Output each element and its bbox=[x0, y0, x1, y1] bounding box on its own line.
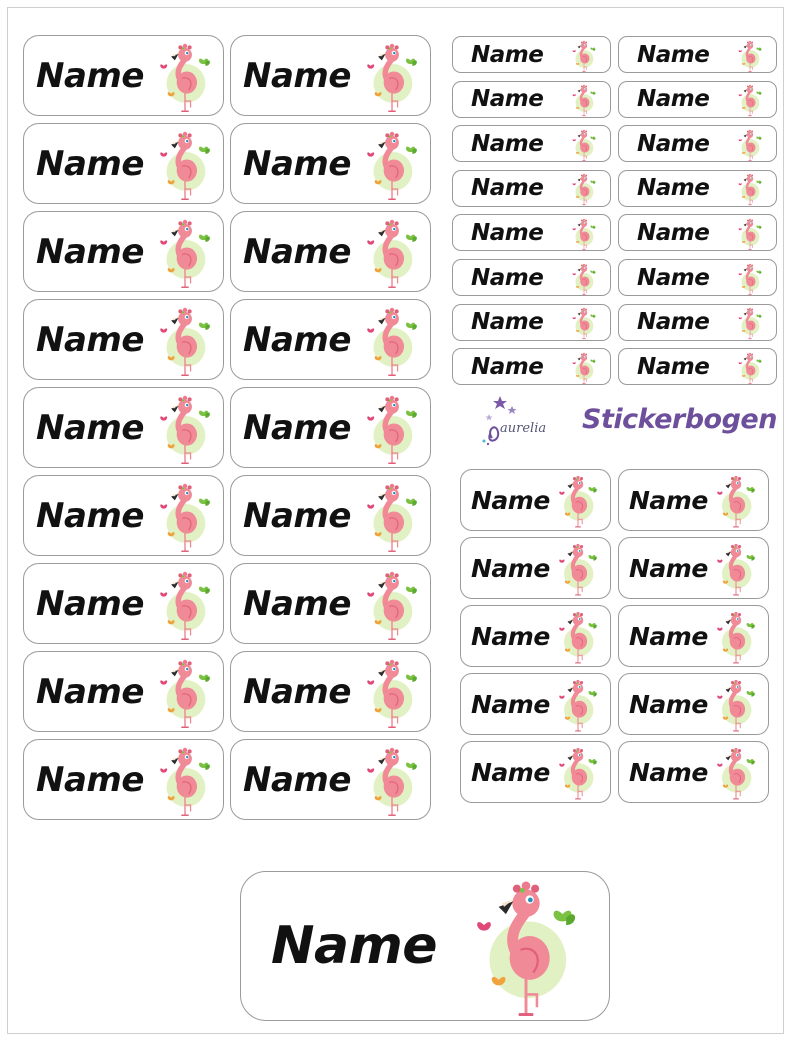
butterfly-icon bbox=[573, 317, 576, 319]
butterfly-icon bbox=[739, 94, 742, 96]
butterfly-icon bbox=[160, 240, 167, 244]
flamingo-icon bbox=[157, 480, 213, 554]
sticker-label bbox=[230, 35, 431, 116]
butterfly-icon bbox=[199, 762, 210, 769]
flamingo-icon bbox=[364, 480, 420, 554]
sticker-label bbox=[618, 304, 777, 341]
star-icon bbox=[493, 396, 507, 409]
flamingo-icon bbox=[714, 745, 758, 801]
label-name-text: Name bbox=[36, 231, 144, 272]
label-name-text: Name bbox=[637, 264, 710, 291]
butterfly-icon bbox=[739, 317, 742, 319]
label-name-text: Name bbox=[36, 319, 144, 360]
flamingo-icon bbox=[556, 473, 600, 529]
butterfly-icon bbox=[717, 695, 722, 698]
label-name-text: Name bbox=[36, 55, 144, 96]
sticker-label bbox=[452, 214, 611, 251]
label-name-text: Name bbox=[471, 757, 550, 787]
sticker-label bbox=[23, 739, 224, 820]
butterfly-icon bbox=[406, 498, 417, 505]
label-name-text: Name bbox=[36, 495, 144, 536]
butterfly-icon bbox=[367, 416, 374, 420]
label-name-text: Name bbox=[471, 621, 550, 651]
flamingo-icon bbox=[570, 39, 598, 73]
label-name-text: Name bbox=[637, 353, 710, 380]
label-name-text: Name bbox=[243, 495, 351, 536]
sticker-label bbox=[240, 871, 610, 1021]
label-name-text: Name bbox=[243, 231, 351, 272]
butterfly-icon bbox=[367, 64, 374, 68]
star-icon bbox=[486, 414, 493, 421]
butterfly-icon bbox=[739, 362, 742, 364]
flamingo-icon bbox=[364, 128, 420, 202]
butterfly-icon bbox=[367, 240, 374, 244]
sticker-label bbox=[618, 259, 777, 296]
label-name-text: Name bbox=[471, 175, 544, 202]
butterfly-icon bbox=[367, 680, 374, 684]
butterfly-icon bbox=[406, 674, 417, 681]
sticker-label bbox=[618, 36, 777, 73]
butterfly-icon bbox=[747, 555, 755, 561]
butterfly-icon bbox=[590, 225, 595, 228]
butterfly-icon bbox=[160, 416, 167, 420]
butterfly-icon bbox=[756, 136, 761, 139]
flamingo-icon bbox=[364, 304, 420, 378]
butterfly-icon bbox=[199, 234, 210, 241]
sticker-label bbox=[452, 125, 611, 162]
sticker-label bbox=[452, 170, 611, 207]
sticker-label bbox=[460, 469, 611, 531]
flamingo-icon bbox=[556, 609, 600, 665]
label-name-text: Name bbox=[637, 309, 710, 336]
flamingo-icon bbox=[736, 39, 764, 73]
label-name-text: Name bbox=[471, 309, 544, 336]
flamingo-icon bbox=[736, 83, 764, 117]
flamingo-icon bbox=[471, 874, 581, 1020]
butterfly-icon bbox=[573, 94, 576, 96]
butterfly-icon bbox=[199, 586, 210, 593]
flamingo-icon bbox=[570, 217, 598, 251]
label-name-text: Name bbox=[243, 407, 351, 448]
sticker-label bbox=[230, 299, 431, 380]
flamingo-icon bbox=[157, 744, 213, 818]
flamingo-icon bbox=[364, 656, 420, 730]
sticker-label bbox=[452, 81, 611, 118]
butterfly-icon bbox=[160, 504, 167, 508]
label-name-text: Name bbox=[637, 41, 710, 68]
butterfly-icon bbox=[199, 58, 210, 65]
butterfly-icon bbox=[717, 763, 722, 766]
butterfly-icon bbox=[589, 555, 597, 561]
flamingo-icon bbox=[570, 306, 598, 340]
butterfly-icon bbox=[589, 623, 597, 629]
butterfly-icon bbox=[756, 315, 761, 318]
flamingo-icon bbox=[570, 128, 598, 162]
butterfly-icon bbox=[573, 228, 576, 230]
flamingo-icon bbox=[364, 568, 420, 642]
butterfly-icon bbox=[199, 410, 210, 417]
butterfly-icon bbox=[559, 627, 564, 630]
sticker-label bbox=[452, 304, 611, 341]
butterfly-icon bbox=[199, 674, 210, 681]
sticker-label bbox=[230, 739, 431, 820]
butterfly-icon bbox=[717, 627, 722, 630]
flamingo-icon bbox=[364, 216, 420, 290]
butterfly-icon bbox=[739, 50, 742, 52]
label-name-text: Name bbox=[36, 143, 144, 184]
label-name-text: Name bbox=[36, 583, 144, 624]
sticker-label bbox=[618, 81, 777, 118]
label-name-text: Name bbox=[629, 485, 708, 515]
butterfly-icon bbox=[367, 152, 374, 156]
butterfly-icon bbox=[739, 228, 742, 230]
butterfly-icon bbox=[559, 491, 564, 494]
flamingo-icon bbox=[157, 40, 213, 114]
flamingo-icon bbox=[570, 351, 598, 385]
butterfly-icon bbox=[367, 592, 374, 596]
butterfly-icon bbox=[367, 328, 374, 332]
label-name-text: Name bbox=[471, 353, 544, 380]
flamingo-icon bbox=[556, 541, 600, 597]
sticker-label bbox=[460, 605, 611, 667]
sticker-label bbox=[230, 563, 431, 644]
flamingo-icon bbox=[714, 473, 758, 529]
label-name-text: Name bbox=[471, 264, 544, 291]
butterfly-icon bbox=[717, 491, 722, 494]
sticker-label bbox=[618, 348, 777, 385]
butterfly-icon bbox=[590, 315, 595, 318]
butterfly-icon bbox=[573, 183, 576, 185]
flamingo-icon bbox=[364, 744, 420, 818]
brand-title: Stickerbogen bbox=[582, 404, 777, 435]
butterfly-icon bbox=[477, 922, 491, 930]
sticker-label bbox=[460, 741, 611, 803]
butterfly-icon bbox=[739, 139, 742, 141]
sticker-label bbox=[230, 387, 431, 468]
butterfly-icon bbox=[199, 322, 210, 329]
flamingo-icon bbox=[157, 656, 213, 730]
butterfly-icon bbox=[406, 146, 417, 153]
sticker-label bbox=[23, 211, 224, 292]
sticker-label bbox=[618, 537, 769, 599]
flamingo-icon bbox=[570, 262, 598, 296]
butterfly-icon bbox=[406, 762, 417, 769]
label-name-text: Name bbox=[471, 553, 550, 583]
sticker-label bbox=[23, 299, 224, 380]
flamingo-icon bbox=[364, 392, 420, 466]
label-name-text: Name bbox=[629, 621, 708, 651]
label-name-text: Name bbox=[243, 55, 351, 96]
flamingo-icon bbox=[157, 128, 213, 202]
label-name-text: Name bbox=[471, 689, 550, 719]
sticker-label bbox=[618, 170, 777, 207]
flamingo-icon bbox=[736, 128, 764, 162]
sticker-label bbox=[618, 741, 769, 803]
butterfly-icon bbox=[160, 680, 167, 684]
butterfly-icon bbox=[590, 359, 595, 362]
label-name-text: Name bbox=[243, 583, 351, 624]
sticker-label bbox=[618, 469, 769, 531]
butterfly-icon bbox=[406, 58, 417, 65]
brand-logo-text: aurelia bbox=[500, 421, 547, 436]
butterfly-icon bbox=[589, 487, 597, 493]
butterfly-icon bbox=[756, 225, 761, 228]
butterfly-icon bbox=[406, 322, 417, 329]
label-name-text: Name bbox=[243, 319, 351, 360]
flamingo-icon bbox=[157, 568, 213, 642]
label-name-text: Name bbox=[243, 671, 351, 712]
label-name-text: Name bbox=[471, 219, 544, 246]
butterfly-icon bbox=[756, 270, 761, 273]
flamingo-icon bbox=[570, 172, 598, 206]
butterfly-icon bbox=[739, 183, 742, 185]
butterfly-icon bbox=[747, 759, 755, 765]
butterfly-icon bbox=[590, 181, 595, 184]
butterfly-icon bbox=[160, 64, 167, 68]
butterfly-icon bbox=[756, 359, 761, 362]
butterfly-icon bbox=[756, 47, 761, 50]
butterfly-icon bbox=[160, 768, 167, 772]
label-name-text: Name bbox=[637, 86, 710, 113]
flamingo-icon bbox=[736, 172, 764, 206]
label-name-text: Name bbox=[36, 671, 144, 712]
sticker-label bbox=[460, 673, 611, 735]
butterfly-icon bbox=[554, 911, 575, 925]
butterfly-icon bbox=[756, 92, 761, 95]
butterfly-icon bbox=[739, 273, 742, 275]
butterfly-icon bbox=[160, 152, 167, 156]
sticker-label bbox=[23, 387, 224, 468]
sticker-label bbox=[618, 605, 769, 667]
flamingo-icon bbox=[736, 217, 764, 251]
flamingo-icon bbox=[714, 541, 758, 597]
sticker-label bbox=[23, 651, 224, 732]
butterfly-icon bbox=[199, 146, 210, 153]
label-name-text: Name bbox=[637, 130, 710, 157]
flamingo-icon bbox=[736, 262, 764, 296]
sticker-label bbox=[23, 123, 224, 204]
label-name-text: Name bbox=[637, 175, 710, 202]
flamingo-icon bbox=[364, 40, 420, 114]
butterfly-icon bbox=[559, 695, 564, 698]
butterfly-icon bbox=[160, 328, 167, 332]
label-name-text: Name bbox=[471, 41, 544, 68]
flamingo-icon bbox=[556, 745, 600, 801]
flamingo-icon bbox=[570, 83, 598, 117]
label-name-text: Name bbox=[243, 143, 351, 184]
sticker-label bbox=[452, 36, 611, 73]
flamingo-icon bbox=[736, 306, 764, 340]
butterfly-icon bbox=[559, 763, 564, 766]
butterfly-icon bbox=[406, 410, 417, 417]
sticker-label bbox=[618, 214, 777, 251]
butterfly-icon bbox=[747, 487, 755, 493]
butterfly-icon bbox=[756, 181, 761, 184]
flamingo-icon bbox=[556, 677, 600, 733]
flamingo-icon bbox=[714, 677, 758, 733]
label-name-text: Name bbox=[471, 485, 550, 515]
sticker-label bbox=[618, 125, 777, 162]
butterfly-icon bbox=[367, 504, 374, 508]
sticker-label bbox=[460, 537, 611, 599]
butterfly-icon bbox=[573, 139, 576, 141]
sticker-label bbox=[452, 259, 611, 296]
butterfly-icon bbox=[589, 691, 597, 697]
label-name-text: Name bbox=[629, 757, 708, 787]
sticker-label bbox=[452, 348, 611, 385]
butterfly-icon bbox=[367, 768, 374, 772]
flamingo-icon bbox=[157, 216, 213, 290]
butterfly-icon bbox=[590, 47, 595, 50]
sticker-label bbox=[23, 475, 224, 556]
label-name-text: Name bbox=[471, 130, 544, 157]
label-name-text: Name bbox=[243, 759, 351, 800]
label-name-text: Name bbox=[271, 916, 438, 976]
butterfly-icon bbox=[199, 498, 210, 505]
flamingo-icon bbox=[157, 304, 213, 378]
label-name-text: Name bbox=[36, 759, 144, 800]
butterfly-icon bbox=[573, 50, 576, 52]
butterfly-icon bbox=[590, 270, 595, 273]
flamingo-icon bbox=[157, 392, 213, 466]
brand-block bbox=[478, 392, 778, 448]
sticker-label bbox=[230, 211, 431, 292]
butterfly-icon bbox=[589, 759, 597, 765]
brand-logo-icon bbox=[478, 392, 578, 448]
flamingo-icon bbox=[714, 609, 758, 665]
butterfly-icon bbox=[590, 136, 595, 139]
butterfly-icon bbox=[160, 592, 167, 596]
butterfly-icon bbox=[717, 559, 722, 562]
label-name-text: Name bbox=[629, 553, 708, 583]
label-name-text: Name bbox=[36, 407, 144, 448]
star-icon bbox=[508, 406, 517, 414]
butterfly-icon bbox=[573, 362, 576, 364]
label-name-text: Name bbox=[637, 219, 710, 246]
sticker-label bbox=[230, 651, 431, 732]
flamingo-icon bbox=[736, 351, 764, 385]
sticker-label bbox=[618, 673, 769, 735]
butterfly-icon bbox=[747, 691, 755, 697]
butterfly-icon bbox=[406, 586, 417, 593]
label-name-text: Name bbox=[629, 689, 708, 719]
sticker-label bbox=[230, 475, 431, 556]
sticker-label bbox=[23, 563, 224, 644]
label-name-text: Name bbox=[471, 86, 544, 113]
butterfly-icon bbox=[406, 234, 417, 241]
butterfly-icon bbox=[590, 92, 595, 95]
butterfly-icon bbox=[573, 273, 576, 275]
sticker-label bbox=[23, 35, 224, 116]
butterfly-icon bbox=[559, 559, 564, 562]
butterfly-icon bbox=[747, 623, 755, 629]
sticker-label bbox=[230, 123, 431, 204]
